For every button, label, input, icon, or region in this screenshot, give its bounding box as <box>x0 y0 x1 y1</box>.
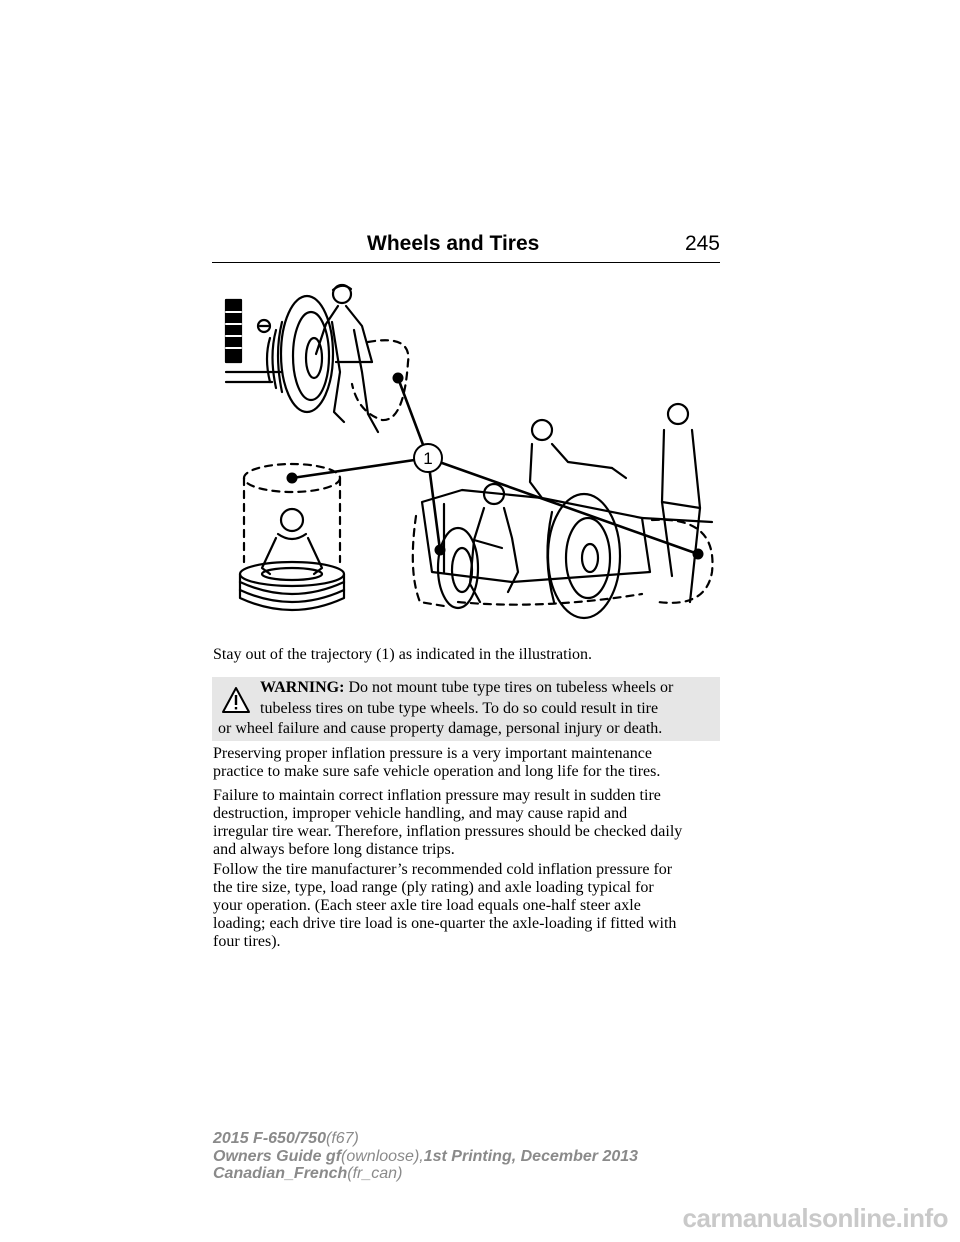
paragraph-manufacturer-pressure: Follow the tire manufacturer’s recommended cold inflation pressure for the tire size, type, load range (ply rating) and axle loading typical for your operation. (Each steer axle tire load equals one-half steer axle loading; each drive tire load is one-quarter the axle-loading if fitted with four tires). <box>213 861 677 950</box>
tire-stack <box>240 562 344 610</box>
paragraph-inflation-failure: Failure to maintain correct inflation pressure may result in sudden tire destruction, improper vehicle handling, and may cause rapid and irregular tire wear. Therefore, inflation pressures should be checked daily and always before long distance trips. <box>213 787 683 858</box>
warning-box <box>212 677 720 741</box>
callout-number: 1 <box>423 449 433 468</box>
callout-marker <box>414 444 442 472</box>
page-header <box>212 232 720 263</box>
warning-triangle-icon <box>221 686 251 714</box>
trajectory-caption: Stay out of the trajectory (1) as indicated in the illustration. <box>213 646 593 663</box>
tire-trajectory-illustration <box>212 272 720 634</box>
mounted-wheel <box>267 296 333 412</box>
warning-label: WARNING: <box>260 679 345 696</box>
mechanic-pointing <box>530 420 626 498</box>
callout-dots <box>287 373 704 560</box>
mechanic-figure-top <box>316 285 378 432</box>
document-footer: 2015 F-650/750(f67) Owners Guide gf(ownloose),1st Printing, December 2013 Canadian_French(fr_can) <box>213 1130 639 1182</box>
page-number: 245 <box>684 232 720 255</box>
warning-line-3: or wheel failure and cause property damage, personal injury or death. <box>218 720 663 737</box>
warning-line-1: Do not mount tube type tires on tubeless wheels or <box>348 679 674 696</box>
warning-line-2: tubeless tires on tube type wheels. To do so could result in tire <box>260 700 659 717</box>
hazard-zone-rear <box>652 520 713 603</box>
supervisor-standing <box>662 404 700 602</box>
hazard-zone-ground <box>458 594 642 605</box>
callout-lines <box>292 378 698 554</box>
site-watermark: carmanualsonline.info <box>682 1203 948 1233</box>
technician-with-tire <box>262 509 322 574</box>
section-title: Wheels and Tires <box>367 232 540 255</box>
paragraph-inflation-importance: Preserving proper inflation pressure is a very important maintenance practice to make sure safe vehicle operation and long life for the tires. <box>213 745 661 780</box>
